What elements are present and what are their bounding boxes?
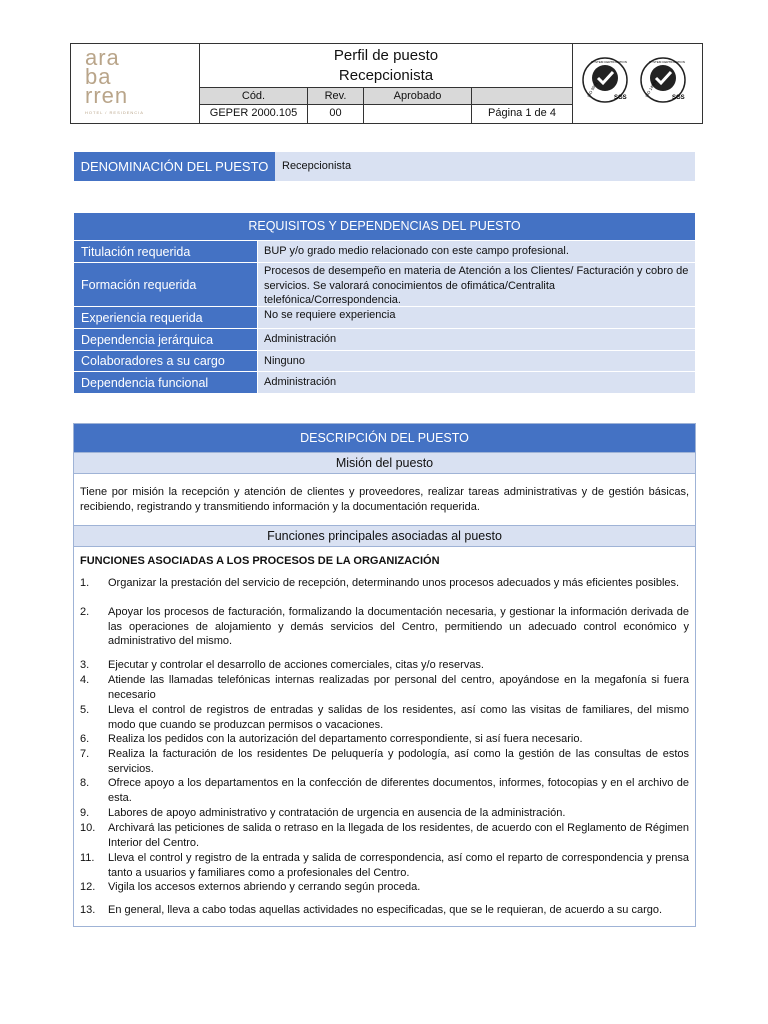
logo-cell [71,44,200,123]
functions-group-title: FUNCIONES ASOCIADAS A LOS PROCESOS DE LA ORGANIZACIÓN [80,555,440,567]
functions-subheader: Funciones principales asociadas al puesto [74,525,695,547]
list-item-number: 8. [80,777,90,789]
meta-header-row [200,88,573,105]
title-line-1: Perfil de puesto [333,47,439,64]
list-item-text: Ofrece apoyo a los departamentos en la confección de diferentes documentos, informes, fotocopias y en el archivo de esta. [108,777,689,804]
job-title-value: Recepcionista [275,152,695,181]
meta-header-rev: Rev. [308,88,364,104]
mission-subheader: Misión del puesto [74,452,695,474]
req-value: Procesos de desempeño en materia de Atención a los Clientes/ Facturación y cobro de servicios. Se valorará conocimientos de ofimática/Centralita telefónica/Correspondencia. [258,263,695,306]
list-item-number: 10. [80,822,96,834]
job-title-label: DENOMINACIÓN DEL PUESTO [74,152,275,181]
list-item-number: 11. [80,852,95,864]
list-item-number: 5. [80,704,90,716]
logo-line: ara [85,45,120,70]
list-item-text: Ejecutar y controlar el desarrollo de acciones comerciales, citas y/o reservas. [108,659,484,671]
cert-brand: SGS [614,95,627,101]
list-item-text: Realiza los pedidos con la autorización del departamento correspondiente, si así fuera necesario. [108,733,583,745]
list-item-text: Archivará las peticiones de salida o retraso en la llegada de los residentes, de acuerdo con el Reglamento de Régimen Interior del Centro. [108,822,689,849]
req-label: Dependencia funcional [74,372,257,393]
requirements-header: REQUISITOS Y DEPENDENCIAS DEL PUESTO [74,213,695,240]
description-header: DESCRIPCIÓN DEL PUESTO [74,424,695,452]
req-label: Formación requerida [74,263,257,306]
list-item-text: Lleva el control de registros de entradas y salidas de los residentes, así como las visitas de familiares, del mismo modo que cuando se produzcan permisos o vacaciones. [108,704,689,731]
meta-rev: 00 [308,105,364,123]
cert-top-label: SYSTEM CERTIFICATION [649,60,685,64]
list-item-number: 6. [80,733,90,745]
list-item-text: Labores de apoyo administrativo y contratación de urgencia en ausencia de la administración. [108,807,566,819]
logo-line: ba [85,64,112,89]
list-item-text: Vigila los accesos externos abriendo y cerrando según proceda. [108,881,421,893]
list-item-text: Atiende las llamadas telefónicas internas realizadas por personal del centro, apoyándose en la megafonía si fuera necesario [108,674,689,701]
list-item-number: 13. [80,904,96,916]
list-item-number: 1. [80,577,90,589]
list-item-number: 12. [80,881,96,893]
req-label: Colaboradores a su cargo [74,351,257,371]
list-item-number: 7. [80,748,90,760]
iso-9001-seal-icon [581,56,629,104]
list-item-number: 3. [80,659,90,671]
logo-line: rren [85,83,129,108]
meta-value-row [200,105,573,123]
cert-side-label: ISO 14001 [643,79,658,99]
cert-top-label: SYSTEM CERTIFICATION [591,60,627,64]
list-item-text: Organizar la prestación del servicio de recepción, determinando unos procesos adecuados y más eficientes posibles. [108,577,680,589]
req-value: Ninguno [258,351,695,371]
meta-approved [364,105,472,123]
mission-text: Tiene por misión la recepción y atención de clientes y proveedores, realizar tareas administrativas y de gestión básicas, recibiendo, registrando y transmitiendo información y la documentación requerida. [80,486,689,513]
document-header [70,43,703,124]
cert-side-label: ISO 9001 [585,80,599,99]
list-item-number: 9. [80,807,90,819]
list-item-number: 2. [80,606,90,618]
req-value: Administración [258,329,695,350]
meta-header-code: Cód. [200,88,308,104]
iso-14001-seal-icon [639,56,687,104]
document-title [200,44,573,88]
req-value: BUP y/o grado medio relacionado con este campo profesional. [258,241,695,262]
meta-page: Página 1 de 4 [472,105,573,123]
cert-brand: SGS [672,95,685,101]
req-value: Administración [258,372,695,393]
logo-tagline: HOTEL / RESIDENCIA [85,110,144,115]
list-item-number: 4. [80,674,90,686]
req-label: Experiencia requerida [74,307,257,328]
req-value: No se requiere experiencia [258,307,695,328]
list-item-text: Realiza la facturación de los residentes De peluquería y podología, así como la gestión de las consultas de estos servicios. [108,748,689,775]
list-item-text: Apoyar los procesos de facturación, formalizando la documentación necesaria, y gestionar la información derivada de las operaciones de alojamiento y demás servicios del Centro, permitiendo un adecuado control económico y administrativo del mismo. [108,606,689,647]
certification-cell [573,44,702,123]
list-item-text: En general, lleva a cabo todas aquellas actividades no especificadas, que se le requieran, de acuerdo a su cargo. [108,904,663,916]
req-label: Dependencia jerárquica [74,329,257,350]
meta-header-approved: Aprobado [364,88,472,104]
company-logo [85,45,185,108]
title-line-2: Recepcionista [338,67,434,84]
list-item-text: Lleva el control y registro de la entrada y salida de correspondencia, así como el reparto de correspondencia y prensa tanto a usuarios y familiares como a profesionales del Centro. [108,852,689,879]
meta-header-page [472,88,573,104]
meta-code: GEPER 2000.105 [200,105,308,123]
req-label: Titulación requerida [74,241,257,262]
